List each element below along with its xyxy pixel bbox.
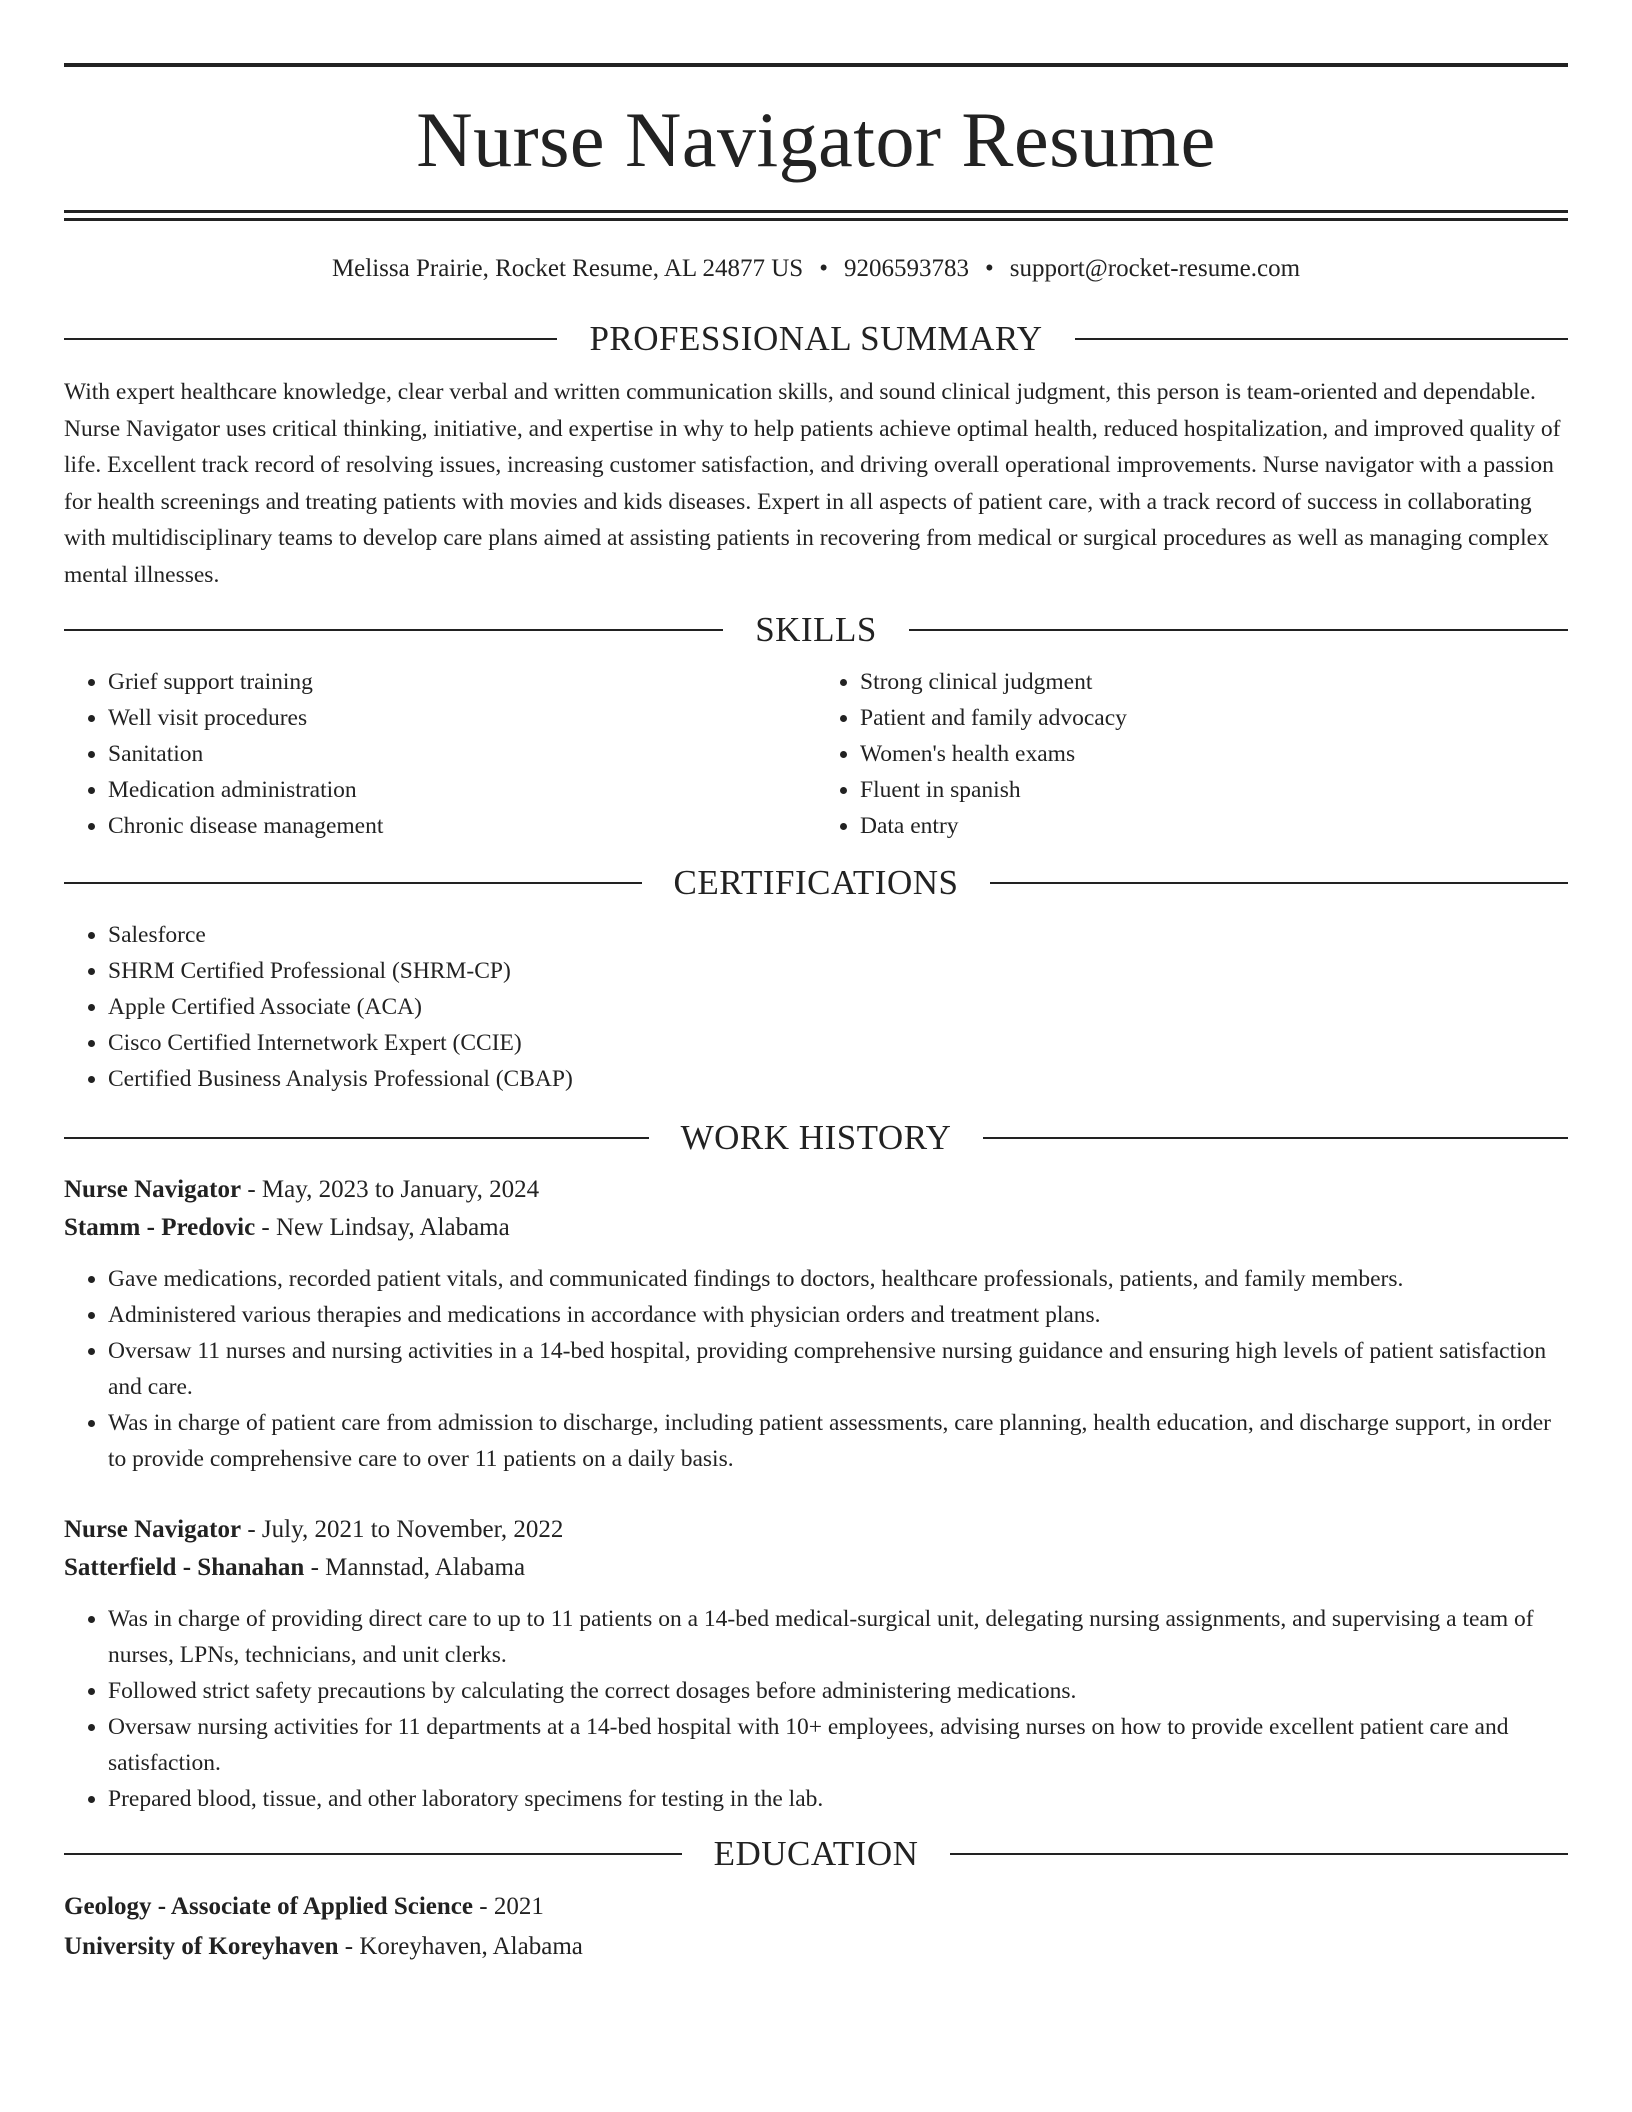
section-title: WORK HISTORY xyxy=(680,1118,952,1157)
skills-grid xyxy=(64,651,1568,844)
section-title: SKILLS xyxy=(755,610,877,649)
skills-left-list xyxy=(64,664,816,844)
section-heading-work xyxy=(64,1117,1568,1159)
contact-address: Melissa Prairie, Rocket Resume, AL 24877 US xyxy=(331,255,804,282)
skill-item: • Grief support training xyxy=(108,664,816,700)
job-company: Satterfield - Shanahan xyxy=(64,1554,305,1581)
section-heading-education xyxy=(64,1833,1568,1875)
section-heading-skills xyxy=(64,609,1568,651)
job-bullets xyxy=(64,1261,1568,1477)
certifications-list xyxy=(64,917,1568,1097)
job-bullet: • Oversaw 11 nurses and nursing activities in a 14-bed hospital, providing comprehensive nursing guidance and ensuring high levels of patient satisfaction and care. xyxy=(108,1333,1568,1405)
job-dates: - July, 2021 to November, 2022 xyxy=(241,1516,564,1543)
section-title: EDUCATION xyxy=(713,1834,919,1873)
heading-rule xyxy=(983,1137,1568,1139)
certification-item: • Salesforce xyxy=(108,917,1568,953)
job-dates: - May, 2023 to January, 2024 xyxy=(241,1176,540,1203)
heading-rule xyxy=(64,882,642,884)
contact-phone: 9206593783 xyxy=(843,255,969,282)
skill-item: • Patient and family advocacy xyxy=(860,700,1568,736)
education-degree-line xyxy=(64,1887,1568,1927)
heading-rule xyxy=(64,338,557,340)
job-title: Nurse Navigator xyxy=(64,1176,242,1203)
contact-separator: • xyxy=(819,255,828,282)
job-entry xyxy=(64,1511,1568,1817)
job-bullet: • Oversaw nursing activities for 11 departments at a 14-bed hospital with 10+ employees, advising nurses on how to provide excellent patient care and satisfaction. xyxy=(108,1709,1568,1781)
skill-item: • Strong clinical judgment xyxy=(860,664,1568,700)
heading-rule xyxy=(64,629,723,631)
job-location: - Mannstad, Alabama xyxy=(304,1554,526,1581)
heading-rule xyxy=(1075,338,1568,340)
heading-rule xyxy=(64,1137,649,1139)
section-title: PROFESSIONAL SUMMARY xyxy=(589,319,1043,358)
job-company-line xyxy=(64,1549,1568,1587)
education-location: - Koreyhaven, Alabama xyxy=(338,1933,583,1960)
skills-right-list xyxy=(816,664,1568,844)
heading-rule xyxy=(990,882,1568,884)
contact-line xyxy=(64,254,1568,284)
job-company: Stamm - Predovic xyxy=(64,1214,256,1241)
education-entry xyxy=(64,1887,1568,1967)
heading-rule xyxy=(909,629,1568,631)
education-degree: Geology - Associate of Applied Science xyxy=(64,1893,473,1920)
heading-rule xyxy=(950,1853,1568,1855)
skill-item: • Medication administration xyxy=(108,772,816,808)
job-bullet: • Gave medications, recorded patient vitals, and communicated findings to doctors, healthcare professionals, patients, and family members. xyxy=(108,1261,1568,1297)
job-bullet: • Followed strict safety precautions by calculating the correct dosages before administering medications. xyxy=(108,1673,1568,1709)
contact-email: support@rocket-resume.com xyxy=(1009,255,1301,282)
certification-item: • Certified Business Analysis Professional (CBAP) xyxy=(108,1061,1568,1097)
job-bullet: • Administered various therapies and medications in accordance with physician orders and treatment plans. xyxy=(108,1297,1568,1333)
contact-separator: • xyxy=(984,255,994,282)
skill-item: • Data entry xyxy=(860,808,1568,844)
job-company-line xyxy=(64,1209,1568,1247)
top-rule xyxy=(64,63,1568,67)
education-school-line xyxy=(64,1927,1568,1967)
skill-item: • Sanitation xyxy=(108,736,816,772)
skill-item: • Fluent in spanish xyxy=(860,772,1568,808)
certification-item: • Cisco Certified Internetwork Expert (CCIE) xyxy=(108,1025,1568,1061)
resume-title: Nurse Navigator Resume xyxy=(416,96,1216,183)
job-bullet: • Was in charge of patient care from admission to discharge, including patient assessments, care planning, health education, and discharge support, in order to provide comprehensive care to over 11 patients on a daily basis. xyxy=(108,1405,1568,1477)
job-location: - New Lindsay, Alabama xyxy=(255,1214,510,1241)
job-bullets xyxy=(64,1601,1568,1817)
job-bullet: • Was in charge of providing direct care to up to 11 patients on a 14-bed medical-surgical unit, delegating nursing assignments, and supervising a team of nurses, LPNs, technicians, and unit clerks. xyxy=(108,1601,1568,1673)
section-title: CERTIFICATIONS xyxy=(673,863,959,902)
certification-item: • Apple Certified Associate (ACA) xyxy=(108,989,1568,1025)
title-double-rule xyxy=(64,210,1568,221)
job-title-line xyxy=(64,1511,1568,1549)
summary-text: With expert healthcare knowledge, clear verbal and written communication skills, and sound clinical judgment, this person is team-oriented and dependable. Nurse Navigator uses critical thinking, initiative, and expertise in why to help patients achieve optimal health, reduced hospitalization, and improved quality of life. Excellent track record of resolving issues, increasing customer satisfaction, and driving overall operational improvements. Nurse navigator with a passion for health screenings and treating patients with movies and kids diseases. Expert in all aspects of patient care, with a track record of success in collaborating with multidisciplinary teams to develop care plans aimed at assisting patients in recovering from medical or surgical procedures as well as managing complex mental illnesses. xyxy=(64,379,1561,588)
skill-item: • Well visit procedures xyxy=(108,700,816,736)
education-year: - 2021 xyxy=(473,1893,544,1920)
skill-item: • Women's health exams xyxy=(860,736,1568,772)
job-title-line xyxy=(64,1171,1568,1209)
education-school: University of Koreyhaven xyxy=(64,1933,339,1960)
skill-item: • Chronic disease management xyxy=(108,808,816,844)
job-title: Nurse Navigator xyxy=(64,1516,242,1543)
certification-item: • SHRM Certified Professional (SHRM-CP) xyxy=(108,953,1568,989)
section-heading-summary xyxy=(64,318,1568,360)
heading-rule xyxy=(64,1853,682,1855)
job-bullet: • Prepared blood, tissue, and other laboratory specimens for testing in the lab. xyxy=(108,1781,1568,1817)
section-heading-certifications xyxy=(64,862,1568,904)
job-entry xyxy=(64,1171,1568,1477)
